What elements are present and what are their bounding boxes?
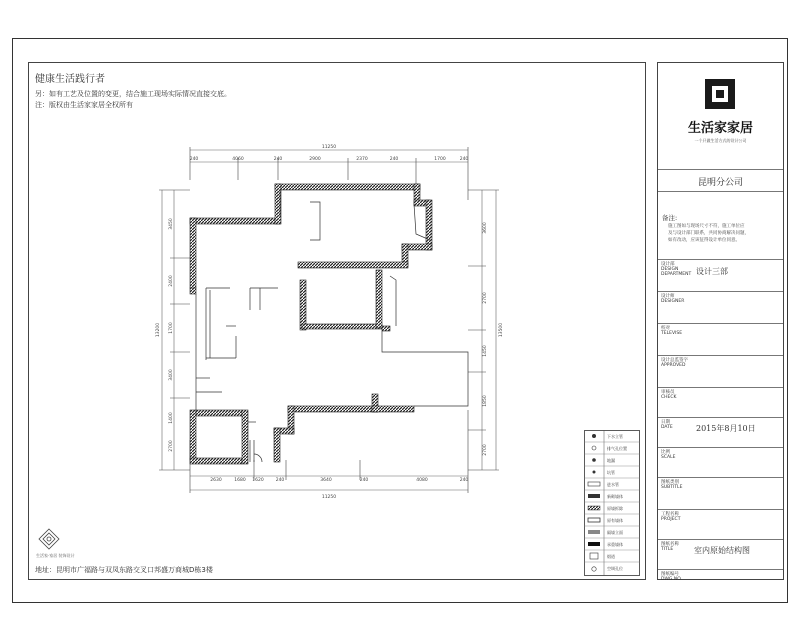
dim-top-4: 2900	[309, 157, 321, 162]
dim-right-total: 13500	[499, 322, 504, 338]
branch-name: 昆明分公司	[697, 178, 743, 188]
header-title: 健康生活践行者	[35, 74, 105, 85]
legend-item-5: 进水管	[607, 482, 619, 487]
dim-left-2: 2400	[169, 275, 174, 287]
dim-right-4: 1850	[483, 395, 488, 407]
scale-label: 比例 SCALE	[661, 450, 676, 460]
legend-table	[584, 430, 640, 576]
drawing-sub-label: 图纸类别 SUBTITLE	[661, 480, 683, 490]
footer-address: 地址：昆明市广福路与双凤东路交叉口邦盛万商城D栋3楼	[35, 566, 213, 574]
demolish-wall-symbol-icon	[588, 506, 600, 510]
dim-top-2: 4060	[232, 157, 244, 162]
design-dept-label: 设计部 DESIGN DEPARTMENT	[661, 262, 692, 277]
dim-top-5: 2370	[356, 157, 368, 162]
legend-item-1: 下水立管	[607, 434, 623, 439]
dim-left-4: 3400	[169, 369, 174, 381]
dim-left-total: 13200	[156, 322, 161, 338]
dim-right-1: 3600	[483, 222, 488, 234]
check-label: 校对 TELEVISE	[661, 326, 683, 336]
legend-item-7: 原墙拆除	[607, 506, 623, 511]
dim-top-total: 11250	[321, 145, 337, 150]
new-wall-symbol-icon	[588, 494, 600, 498]
dim-left-3: 1700	[169, 322, 174, 334]
dim-bottom-1: 2630	[210, 478, 222, 483]
legend-item-10: 承重墙体	[607, 542, 623, 547]
legend-item-3: 地漏	[607, 458, 615, 463]
legend-item-12: 空调孔位	[607, 566, 623, 571]
date-value: 2015年8月10日	[696, 424, 756, 433]
dim-top-8: 240	[459, 157, 469, 162]
brand-area	[658, 63, 783, 169]
dim-right-5: 2700	[483, 444, 488, 456]
dim-left-6: 2700	[169, 440, 174, 452]
designer-label: 设计师 DESIGNER	[661, 294, 685, 304]
date-label: 日期 DATE	[661, 420, 673, 430]
title-block	[657, 62, 784, 580]
dim-top-3: 240	[273, 157, 283, 162]
dim-left-1: 3450	[169, 218, 174, 230]
dwg-no-label: 图纸编号 DWG NO	[661, 572, 681, 582]
dim-right-2: 2700	[483, 292, 488, 304]
brand-name: 生活家家居	[687, 121, 753, 136]
dim-bottom-6: 240	[359, 478, 369, 483]
brand-logo-icon	[705, 79, 735, 109]
load-bearing-symbol-icon	[588, 542, 600, 546]
approved-label: 设计总监签字 APPROVED	[661, 358, 688, 368]
dim-top-1: 240	[189, 157, 199, 162]
chk-label: 审核员 CHECK	[661, 390, 677, 400]
dim-bottom-2: 1680	[234, 478, 246, 483]
header-note-1: 另：如有工艺及位置的变更，结合施工现场实际情况直接交底。	[35, 90, 231, 98]
dim-left-5: 1400	[169, 412, 174, 424]
dim-right-3: 1450	[483, 345, 488, 357]
floor-drain-symbol-icon	[592, 458, 596, 462]
dim-bottom-4: 240	[275, 478, 285, 483]
pit-pipe-symbol-icon	[593, 471, 596, 474]
remarks-heading: 备注:	[662, 214, 678, 222]
dim-top-7: 1700	[434, 157, 446, 162]
partition-symbol-icon	[588, 530, 600, 534]
title-value: 室内原始结构图	[694, 546, 750, 555]
header-note-2: 注：版权由生活家家居全权所有	[35, 101, 133, 109]
footer-logo-caption: 生活家·家居 装饰设计	[36, 553, 75, 558]
dim-bottom-7: 4080	[416, 478, 428, 483]
remarks-line-1: 施工图如与现场尺寸不符，施工单位应	[668, 224, 745, 229]
legend-item-4: 坑管	[607, 470, 615, 475]
project-label: 工程名称 PROJECT	[661, 512, 681, 522]
floor-plan	[150, 140, 510, 510]
brand-slogan: 一个只做生活方式的设计公司	[694, 138, 747, 143]
legend-item-8: 原有墙体	[607, 518, 623, 523]
footer-logo-icon	[38, 528, 60, 550]
legend-item-11: 烟道	[607, 554, 615, 559]
downpipe-symbol-icon	[592, 434, 596, 438]
legend-item-2: 排气孔位置	[607, 446, 627, 451]
dim-bottom-3: 1620	[252, 478, 264, 483]
dim-bottom-total: 11250	[321, 495, 337, 500]
dim-bottom-8: 240	[459, 478, 469, 483]
legend-item-9: 隔墙立面	[607, 530, 623, 535]
remarks-line-3: 如有改动，应该征得设计单位同意。	[668, 238, 740, 243]
dim-top-6: 240	[389, 157, 399, 162]
title-label: 图纸名称 TITLE	[661, 542, 679, 552]
dim-bottom-5: 3640	[320, 478, 332, 483]
remarks-line-2: 及与设计部门联系，共同协商解决问题，	[668, 231, 749, 236]
design-dept-value: 设计三部	[696, 267, 728, 276]
legend-item-6: 新砌墙体	[607, 494, 623, 499]
